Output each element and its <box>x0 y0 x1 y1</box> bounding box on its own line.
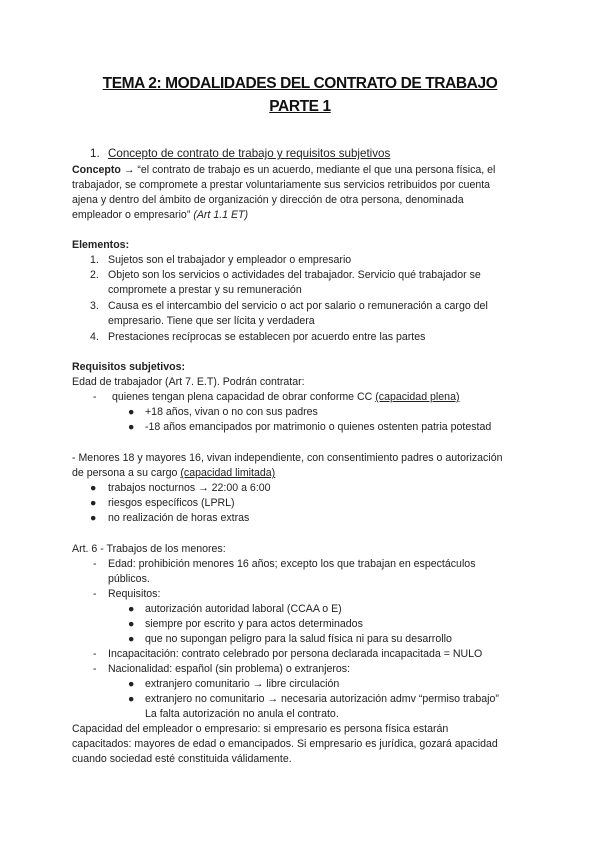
art6-nacionalidad-item: extranjero comunitario → libre circulación <box>145 678 340 690</box>
elementos-item-text: Sujetos son el trabajador y empleador o empresario <box>108 254 352 266</box>
concepto-line-2: trabajador, se compromete a prestar voluntariamente sus servicios retribuidos por cuenta <box>72 179 491 191</box>
elementos-item-text: compromete a prestar y su remuneración <box>108 284 302 296</box>
section-number: 1. <box>90 147 100 160</box>
bullet-icon: ● <box>128 633 135 645</box>
art6-edad-line-1: Edad: prohibición menores 16 años; excepto los que trabajan en espectáculos <box>108 558 476 570</box>
concepto-line-4-wrap <box>72 208 248 222</box>
bullet-icon: ● <box>128 406 135 418</box>
art6-incapacitacion: Incapacitación: contrato celebrado por persona declarada incapacitada = NULO <box>108 648 483 660</box>
elementos-heading: Elementos: <box>72 239 130 251</box>
concepto-line-3: ajena y dentro del ámbito de organización y dirección de otra persona, denominada <box>72 194 464 206</box>
dash-marker: - <box>93 663 97 675</box>
elementos-item-num: 1. <box>90 254 99 266</box>
art6-requisitos-item: que no supongan peligro para la salud física ni para su desarrollo <box>145 633 452 645</box>
dash-marker: - <box>93 558 97 570</box>
bullet-icon: ● <box>128 421 135 433</box>
bullet-icon: ● <box>128 678 135 690</box>
art6-requisitos-item: siempre por escrito y para actos determinados <box>145 618 363 630</box>
capacidad-limitada-label: (capacidad limitada) <box>180 467 276 479</box>
elementos-item-text: Prestaciones recíprocas se establecen por acuerdo entre las partes <box>108 331 426 343</box>
menores-item: trabajos nocturnos → 22:00 a 6:00 <box>108 482 271 494</box>
dash-marker: - <box>93 391 97 403</box>
art6-requisitos: Requisitos: <box>108 588 161 600</box>
capacidad-line-3: cuando sociedad esté constituida válidamente. <box>72 753 292 765</box>
art6-heading: Art. 6 - Trabajos de los menores: <box>72 543 226 555</box>
elementos-item-text: Objeto son los servicios o actividades del trabajador. Servicio qué trabajador se <box>108 269 481 281</box>
elementos-item-text: Causa es el intercambio del servicio o act por salario o remuneración a cargo del <box>108 300 488 312</box>
concepto-line-4: empleador o empresario” <box>72 209 191 221</box>
art6-edad-line-2: públicos. <box>108 573 150 585</box>
section-heading: Concepto de contrato de trabajo y requisitos subjetivos <box>108 147 391 160</box>
bullet-icon: ● <box>90 482 97 494</box>
bullet-icon: ● <box>128 693 135 705</box>
art6-requisitos-item: autorización autoridad laboral (CCAA o E) <box>145 603 342 615</box>
menores-item: no realización de horas extras <box>108 512 250 524</box>
dash-marker: - <box>93 588 97 600</box>
menores-item: riesgos específicos (LPRL) <box>108 497 235 509</box>
elementos-item-num: 2. <box>90 269 99 281</box>
capacidad-line-1: Capacidad del empleador o empresario: si empresario es persona física estarán <box>72 723 449 735</box>
concepto-label: Concepto <box>72 164 121 176</box>
document-title: TEMA 2: MODALIDADES DEL CONTRATO DE TRABAJO <box>102 75 498 92</box>
menores-line-1: - Menores 18 y mayores 16, vivan independiente, con consentimiento padres o autorización <box>72 452 503 464</box>
menores-line-2: de persona a su cargo <box>72 467 178 479</box>
bullet-icon: ● <box>128 603 135 615</box>
bullet-icon: ● <box>90 497 97 509</box>
concepto-paragraph <box>72 163 495 177</box>
elementos-item-num: 3. <box>90 300 99 312</box>
capacidad-plena-line <box>112 390 459 404</box>
bullet-icon: ● <box>128 618 135 630</box>
capacidad-line-2: capacitados: mayores de edad o emancipados. Si empresario es jurídica, gozará apacidad <box>72 738 498 750</box>
capacidad-plena-label: (capacidad plena) <box>375 391 460 403</box>
art6-nacionalidad-note: La falta autorización no anula el contrato. <box>145 708 339 720</box>
art6-nacionalidad: Nacionalidad: español (sin problema) o extranjeros: <box>108 663 351 675</box>
concepto-ref: (Art 1.1 ET) <box>193 209 249 221</box>
elementos-item-text: empresario. Tiene que ser lícita y verdadera <box>108 315 315 327</box>
menores-line-2-wrap <box>72 466 275 480</box>
art6-nacionalidad-item: extranjero no comunitario → necesaria autorización admv “permiso trabajo” <box>145 693 499 705</box>
dash-marker: - <box>93 648 97 660</box>
requisitos-edad: Edad de trabajador (Art 7. E.T). Podrán contratar: <box>72 376 305 388</box>
plena-item: +18 años, vivan o no con sus padres <box>145 406 318 418</box>
elementos-item-num: 4. <box>90 331 99 343</box>
bullet-icon: ● <box>90 512 97 524</box>
concepto-line-1: → “el contrato de trabajo es un acuerdo, mediante el que una persona física, el <box>123 164 496 176</box>
requisitos-heading: Requisitos subjetivos: <box>72 361 186 373</box>
plena-item: -18 años emancipados por matrimonio o quienes ostenten patria potestad <box>145 421 492 433</box>
capacidad-plena-text: quienes tengan plena capacidad de obrar conforme CC <box>112 391 373 403</box>
document-subtitle: PARTE 1 <box>269 98 331 115</box>
